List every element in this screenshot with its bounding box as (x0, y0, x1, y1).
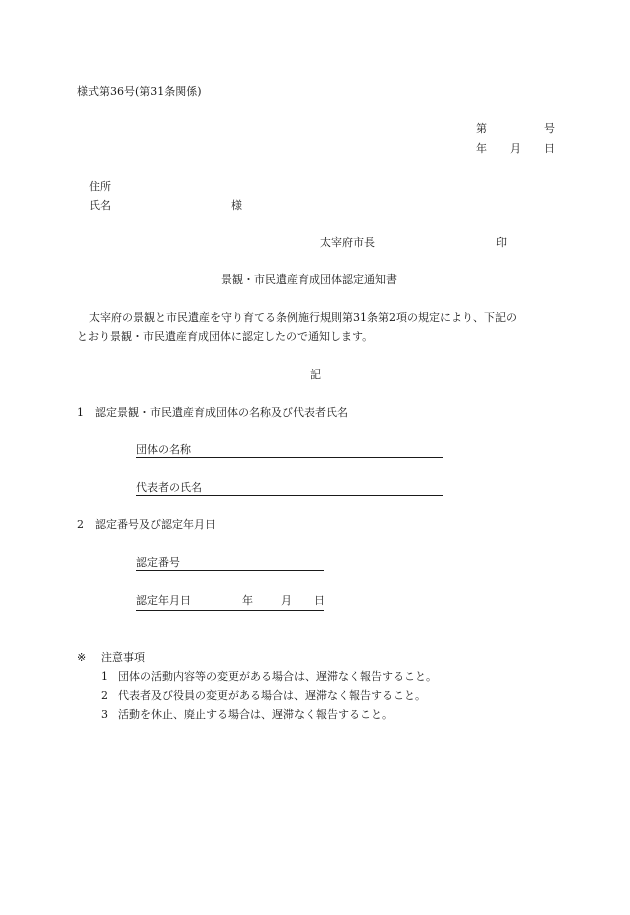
section2-heading: 認定番号及び認定年月日 (95, 518, 216, 531)
group-name-label: 団体の名称 (136, 443, 191, 456)
cert-date-year: 年 (242, 594, 253, 607)
note-text: 代表者及び役員の変更がある場合は、遅滞なく報告すること。 (118, 689, 426, 702)
date-year: 年 (476, 142, 487, 155)
date-month: 月 (510, 142, 521, 155)
rep-name-label: 代表者の氏名 (136, 481, 202, 494)
document-title: 景観・市民遺産育成団体認定通知書 (221, 273, 397, 286)
body-line-2: とおり景観・市民遺産育成団体に認定したので通知します。 (77, 330, 374, 343)
form-label: 様式第36号(第31条関係) (77, 85, 202, 98)
notes-heading: 注意事項 (101, 651, 145, 664)
date-day: 日 (544, 142, 555, 155)
note-text: 団体の活動内容等の変更がある場合は、遅滞なく報告すること。 (118, 670, 437, 683)
recipient-name-label: 氏名 (89, 199, 111, 212)
cert-date-label: 認定年月日 (136, 594, 191, 607)
notes-mark: ※ (77, 651, 87, 664)
cert-number-field (136, 557, 324, 571)
note-number: 2 (101, 689, 108, 702)
note-text: 活動を休止、廃止する場合は、遅滞なく報告すること。 (118, 708, 393, 721)
recipient-address-label: 住所 (89, 180, 111, 193)
group-name-field (136, 444, 443, 458)
section1-heading: 認定景観・市民遺産育成団体の名称及び代表者氏名 (95, 406, 348, 419)
body-line-1: 太宰府の景観と市民遺産を守り育てる条例施行規則第31条第2項の規定により、下記の (89, 311, 517, 324)
section1-number: 1 (77, 406, 84, 419)
note-number: 3 (101, 708, 108, 721)
doc-number-prefix: 第 (476, 122, 487, 135)
issuer-seal: 印 (496, 236, 507, 249)
issuer-title: 太宰府市長 (320, 236, 375, 249)
rep-name-field (136, 482, 443, 496)
section2-number: 2 (77, 518, 84, 531)
cert-number-label: 認定番号 (136, 556, 180, 569)
doc-number-suffix: 号 (544, 122, 555, 135)
ki-marker: 記 (310, 368, 321, 381)
cert-date-month: 月 (281, 594, 292, 607)
cert-date-field (136, 595, 324, 611)
recipient-honorific: 様 (231, 199, 242, 212)
note-number: 1 (101, 670, 108, 683)
cert-date-day: 日 (314, 594, 325, 607)
